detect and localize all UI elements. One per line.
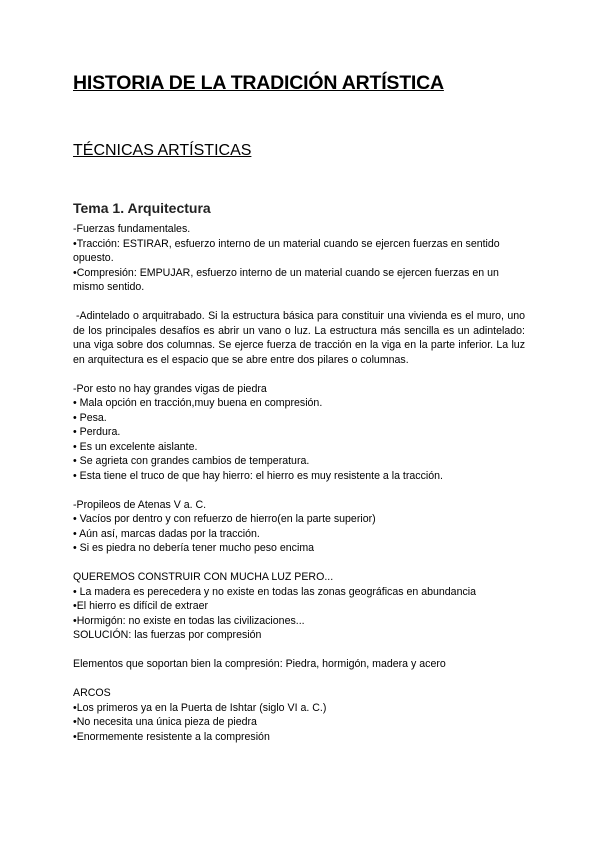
- arcos-item: •No necesita una única pieza de piedra: [73, 716, 257, 728]
- adintelado-paragraph: -Adintelado o arquitrabado. Si la estructura básica para constituir una vivienda es el muro, uno de los principales desafíos es abrir un vano o luz. La estructura más sencilla es un adintelado: una viga sobre dos columnas. Se ejerce fuerza de tracción en la viga en la parte inferior. La luz en arquitectura es el espacio que se abre entre dos pilares o columnas.: [73, 310, 525, 366]
- traccion-definition: •Tracción: ESTIRAR, esfuerzo interno de un material cuando se ejercen fuerzas en sentido opuesto.: [73, 237, 500, 264]
- fuerzas-heading: -Fuerzas fundamentales.: [73, 223, 191, 235]
- vigas-item: • Esta tiene el truco de que hay hierro: el hierro es muy resistente a la tracción.: [73, 469, 443, 482]
- luz-heading: QUEREMOS CONSTRUIR CON MUCHA LUZ PERO...: [73, 571, 334, 583]
- vigas-item: • Perdura.: [73, 426, 121, 438]
- vigas-item: • Mala opción en tracción,muy buena en compresión.: [73, 397, 323, 409]
- document-subtitle: TÉCNICAS ARTÍSTICAS: [73, 142, 252, 159]
- compresion-definition: •Compresión: EMPUJAR, esfuerzo interno de un material cuando se ejercen fuerzas en un mismo sentido.: [73, 266, 499, 293]
- vigas-heading: -Por esto no hay grandes vigas de piedra: [73, 382, 267, 395]
- vigas-item: • Se agrieta con grandes cambios de temperatura.: [73, 455, 310, 467]
- arcos-heading: ARCOS: [73, 687, 111, 699]
- propileos-item: • Vacíos por dentro y con refuerzo de hierro(en la parte superior): [73, 513, 376, 525]
- body-text: [73, 222, 525, 744]
- section-heading: Tema 1. Arquitectura: [73, 200, 211, 216]
- vigas-item: • Es un excelente aislante.: [73, 440, 198, 453]
- luz-item: •El hierro es difícil de extraer: [73, 600, 209, 612]
- elementos-line: Elementos que soportan bien la compresión: Piedra, hormigón, madera y acero: [73, 658, 446, 670]
- arcos-item: •Enormemente resistente a la compresión: [73, 730, 270, 743]
- propileos-item: • Aún así, marcas dadas por la tracción.: [73, 527, 260, 540]
- document-title: HISTORIA DE LA TRADICIÓN ARTÍSTICA: [73, 72, 444, 94]
- luz-item: • La madera es perecedera y no existe en todas las zonas geográficas en abundancia: [73, 585, 477, 598]
- arcos-item: •Los primeros ya en la Puerta de Ishtar (siglo VI a. C.): [73, 701, 327, 714]
- propileos-heading: -Propileos de Atenas V a. C.: [73, 498, 207, 511]
- propileos-item: • Si es piedra no debería tener mucho peso encima: [73, 542, 315, 554]
- luz-item: •Hormigón: no existe en todas las civilizaciones...: [73, 614, 305, 627]
- luz-solution: SOLUCIÓN: las fuerzas por compresión: [73, 629, 262, 641]
- vigas-item: • Pesa.: [73, 411, 107, 424]
